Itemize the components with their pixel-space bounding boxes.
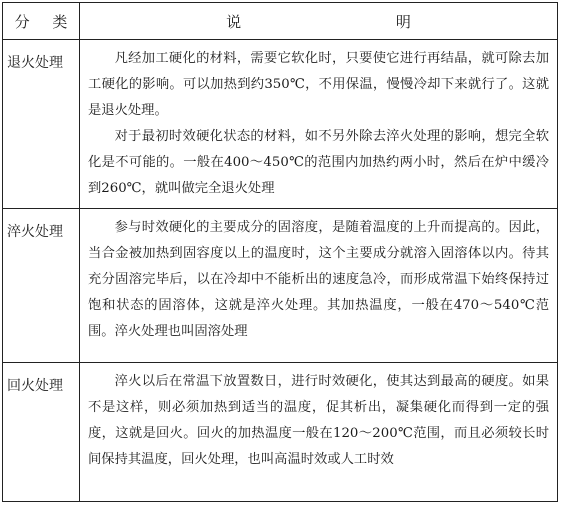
description-quenching [80, 209, 558, 363]
annealing-paragraph-1: 凡经加工硬化的材料，需要它软化时，只要使它进行再结晶，就可除去加工硬化的影响。可以加热到约350℃，不用保温，慢慢冷却下来就行了。这就是退火处理。 [88, 51, 549, 118]
category-annealing: 退火处理 [3, 40, 80, 209]
table-row-tempering [3, 363, 558, 502]
header-description: 说 明 [80, 3, 558, 40]
category-tempering: 回火处理 [3, 363, 80, 502]
description-annealing [80, 40, 558, 209]
table-header-row [3, 3, 558, 40]
description-tempering [80, 363, 558, 502]
table-row-quenching [3, 209, 558, 363]
heat-treatment-table [2, 2, 558, 502]
quenching-paragraph-1: 参与时效硬化的主要成分的固溶度，是随着温度的上升而提高的。因此，当合金被加热到固容度以上的温度时，这个主要成分就溶入固溶体以内。待其充分固溶完毕后，以在冷却中不能析出的速度急冷，而形成常温下始终保持过饱和状态的固溶体，这就是淬火处理。其加热温度，一般在470～540℃范围。淬火处理也叫固溶处理 [88, 220, 549, 339]
table-row-annealing [3, 40, 558, 209]
header-category: 分 类 [3, 3, 80, 40]
category-quenching: 淬火处理 [3, 209, 80, 363]
tempering-paragraph-1: 淬火以后在常温下放置数日，进行时效硬化，使其达到最高的硬度。如果不是这样，则必须加热到适当的温度，促其析出，凝集硬化而得到一定的强度，这就是回火。回火的加热温度一般在120～200℃范围，而且必须较长时间保持其温度，回火处理，也叫高温时效或人工时效 [88, 374, 549, 467]
annealing-paragraph-2: 对于最初时效硬化状态的材料，如不另外除去淬火处理的影响，想完全软化是不可能的。一般在400～450℃的范围内加热约两小时，然后在炉中缓冷到260℃，就叫做完全退火处理 [88, 129, 549, 196]
